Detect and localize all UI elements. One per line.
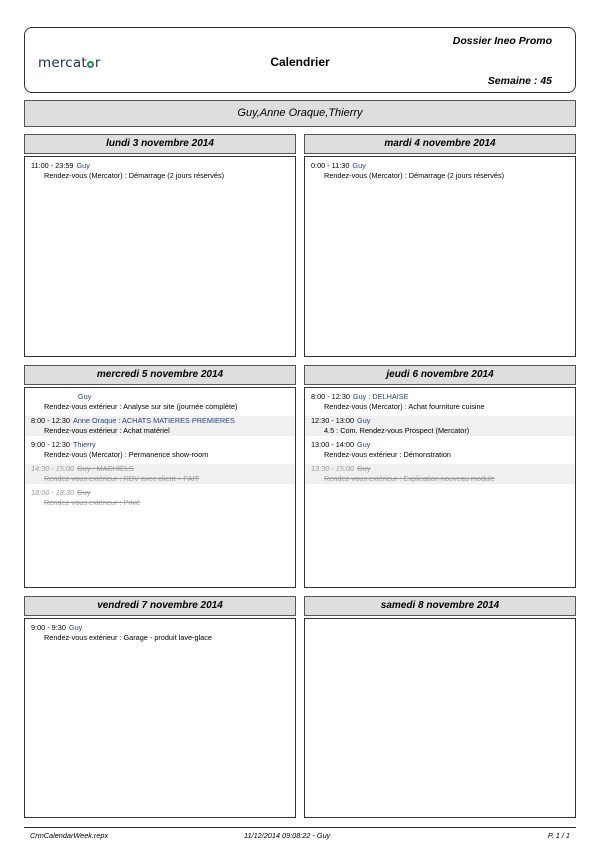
- day-events: [304, 618, 576, 818]
- event-description: Rendez-vous extérieur : RDV avec client + FAIT: [44, 474, 200, 483]
- page-number: P. 1 / 1: [547, 831, 570, 840]
- event-description: Rendez-vous (Mercator) : Démarrage (2 jours réservés): [324, 171, 505, 180]
- day-header: samedi 8 novembre 2014: [304, 596, 576, 616]
- calendar-event[interactable]: [305, 416, 575, 436]
- day-cell-tuesday: [304, 134, 576, 357]
- day-header: mardi 4 novembre 2014: [304, 134, 576, 154]
- event-owner: Guy: [68, 623, 83, 632]
- event-owner: Guy: [77, 488, 91, 497]
- day-events: [24, 387, 296, 588]
- day-cell-thursday: [304, 365, 576, 588]
- calendar-event[interactable]: [25, 440, 295, 460]
- day-cell-wednesday: [24, 365, 296, 588]
- day-events: [24, 618, 296, 818]
- event-description: Rendez-vous extérieur : Explication nouveau module: [324, 474, 495, 483]
- day-cell-monday: [24, 134, 296, 357]
- calendar-event[interactable]: [305, 464, 575, 484]
- event-time: 0:00 - 11:30: [311, 161, 350, 170]
- print-timestamp: 11/12/2014 09:08:22 - Guy: [244, 831, 331, 840]
- event-description: Rendez-vous extérieur : Privé: [44, 498, 141, 507]
- event-description: Rendez-vous (Mercator) : Démarrage (2 jours réservés): [44, 171, 225, 180]
- event-owner: Guy: [357, 416, 371, 425]
- event-owner: Guy : DELHAISE: [352, 392, 409, 401]
- calendar-event[interactable]: [305, 440, 575, 460]
- day-header: vendredi 7 novembre 2014: [24, 596, 296, 616]
- event-time: 18:00 - 18:30: [31, 488, 75, 497]
- page-title: Calendrier: [270, 55, 330, 69]
- event-time: 9:00 - 12:30: [31, 440, 70, 449]
- day-cell-saturday: [304, 596, 576, 818]
- event-owner: Guy: [76, 161, 90, 170]
- calendar-event[interactable]: [25, 392, 295, 412]
- day-header: lundi 3 novembre 2014: [24, 134, 296, 154]
- event-description: Rendez-vous extérieur : Analyse sur site (journée complète): [44, 402, 238, 411]
- event-time: 13:00 - 14:00: [311, 440, 355, 449]
- day-events: [304, 156, 576, 357]
- event-owner: Guy : MACHIELS: [77, 464, 134, 473]
- day-header: jeudi 6 novembre 2014: [304, 365, 576, 385]
- event-owner: Guy: [78, 392, 92, 401]
- day-cell-friday: [24, 596, 296, 818]
- calendar-event[interactable]: [25, 416, 295, 436]
- event-time: 12:30 - 13:00: [311, 416, 355, 425]
- report-footer: [24, 827, 576, 840]
- event-description: Rendez-vous extérieur : Garage - produit lave-glace: [44, 633, 212, 642]
- participants-bar: Guy,Anne Oraque,Thierry: [24, 100, 576, 127]
- event-owner: Anne Oraque : ACHATS MATIERES PREMIERES: [72, 416, 235, 425]
- event-owner: Guy: [357, 440, 371, 449]
- day-header: mercredi 5 novembre 2014: [24, 365, 296, 385]
- event-description: Rendez-vous (Mercator) : Achat fourniture cuisine: [324, 402, 485, 411]
- event-description: Rendez-vous extérieur : Démonstration: [324, 450, 451, 459]
- day-events: [304, 387, 576, 588]
- event-description: Rendez-vous extérieur : Achat matériel: [44, 426, 170, 435]
- event-time: 11:00 - 23:59: [31, 161, 74, 170]
- calendar-event[interactable]: [25, 488, 295, 508]
- calendar-event[interactable]: [25, 464, 295, 484]
- dossier-label: Dossier Ineo Promo: [452, 35, 552, 47]
- calendar-event[interactable]: [305, 392, 575, 412]
- day-events: [24, 156, 296, 357]
- event-owner: Guy: [352, 161, 366, 170]
- event-description: Rendez-vous (Mercator) : Permanence show-room: [44, 450, 209, 459]
- event-time: 9:00 - 9:30: [31, 623, 66, 632]
- report-file: CrmCalendarWeek.repx: [30, 831, 109, 840]
- event-time: 8:00 - 12:30: [31, 416, 70, 425]
- event-time: 13:30 - 15:00: [311, 464, 355, 473]
- event-time: 8:00 - 12:30: [311, 392, 350, 401]
- event-description: 4.5 : Com. Rendez-vous Prospect (Mercator): [324, 426, 470, 435]
- event-time: 14:30 - 15:00: [31, 464, 75, 473]
- calendar-event[interactable]: [25, 623, 295, 643]
- week-label: Semaine : 45: [487, 75, 552, 87]
- mercator-logo: mercat r: [38, 55, 101, 71]
- calendar-event[interactable]: [25, 161, 295, 181]
- event-owner: Guy: [357, 464, 371, 473]
- calendar-event[interactable]: [305, 161, 575, 181]
- event-owner: Thierry: [72, 440, 96, 449]
